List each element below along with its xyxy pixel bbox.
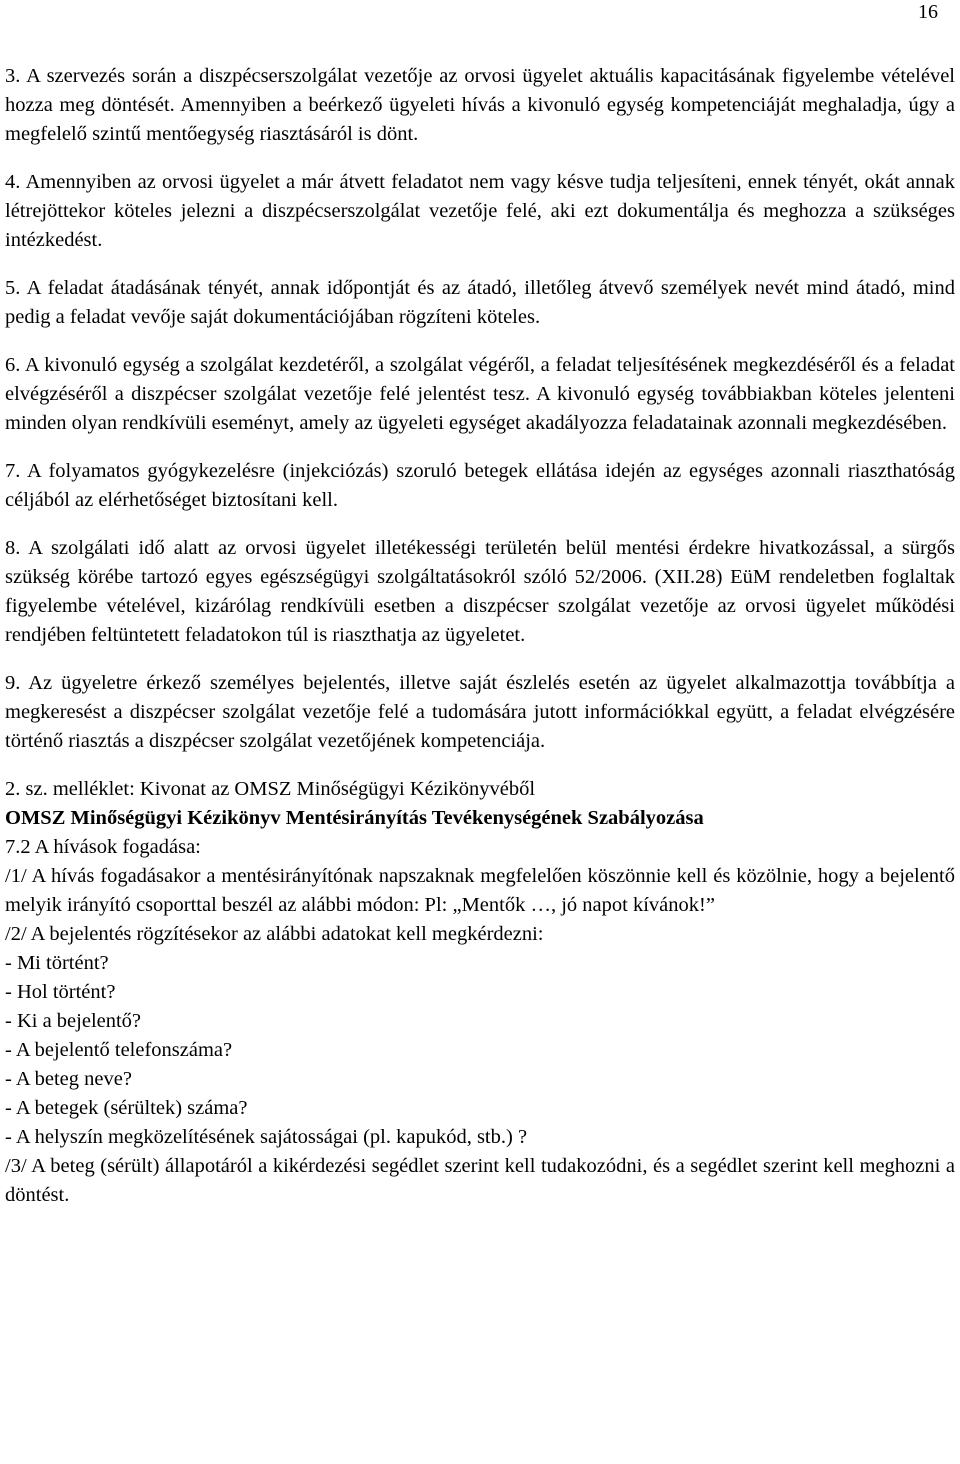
page-number: 16 [918, 1, 938, 23]
call-reception-section [5, 833, 955, 1210]
question-list [5, 949, 955, 1152]
document-body [5, 62, 955, 1210]
paragraph-4: 4. Amennyiben az orvosi ügyelet a már átvett feladatot nem vagy késve tudja teljesíteni, ennek tényét, okát annak létrejöttekor köteles jelezni a diszpécserszolgálat vezetője felé, aki ezt dokumentálja és meghozza a szükséges intézkedést. [5, 171, 955, 251]
section-item-3: /3/ A beteg (sérült) állapotáról a kikérdezési segédlet szerint kell tudakozódni, és a segédlet szerint kell meghozni a döntést. [5, 1155, 955, 1206]
section-item-1: /1/ A hívás fogadásakor a mentésirányítónak napszaknak megfelelően köszönnie kell és közölnie, hogy a bejelentő melyik irányító csoporttal beszél az alábbi módon: Pl: „Mentők …, jó napot kívánok!” [5, 865, 955, 916]
question-item: - A helyszín megközelítésének sajátosságai (pl. kapukód, stb.) ? [5, 1126, 528, 1148]
paragraph-9: 9. Az ügyeletre érkező személyes bejelentés, illetve saját észlelés esetén az ügyelet alkalmazottja továbbítja a megkeresést a diszpécser szolgálat vezetője felé a tudomására jutott információkkal együtt, a feladat elvégzésére történő riasztás a diszpécser szolgálat vezetőjének kompetenciája. [5, 672, 955, 752]
section-title: 7.2 A hívások fogadása: [5, 836, 201, 858]
manual-heading: OMSZ Minőségügyi Kézikönyv Mentésirányítás Tevékenységének Szabályozása [5, 807, 704, 829]
paragraph-7: 7. A folyamatos gyógykezelésre (injekciózás) szoruló betegek ellátása idején az egységes azonnali riaszthatóság céljából az elérhetőséget biztosítani kell. [5, 460, 955, 511]
paragraph-3: 3. A szervezés során a diszpécserszolgálat vezetője az orvosi ügyelet aktuális kapacitásának figyelembe vételével hozza meg döntését. Amennyiben a beérkező ügyeleti hívás a kivonuló egység kompetenciáját meghaladja, úgy a megfelelő szintű mentőegység riasztásáról is dönt. [5, 65, 955, 145]
paragraph-8: 8. A szolgálati idő alatt az orvosi ügyelet illetékességi területén belül mentési érdekre hivatkozással, a sürgős szükség körébe tartozó egyes egészségügyi szolgáltatásokról szóló 52/2006. (XII.28) EüM rendeletben foglaltak figyelembe vételével, kizárólag rendkívüli esetben a diszpécser szolgálat vezetője az orvosi ügyelet működési rendjében feltüntetett feladatokon túl is riaszthatja az ügyeletet. [5, 537, 955, 646]
question-item: - Ki a bejelentő? [5, 1010, 142, 1032]
paragraph-5: 5. A feladat átadásának tényét, annak időpontját és az átadó, illetőleg átvevő személyek nevét mind átadó, mind pedig a feladat vevője saját dokumentációjában rögzíteni köteles. [5, 277, 955, 328]
paragraph-6: 6. A kivonuló egység a szolgálat kezdetéről, a szolgálat végéről, a feladat teljesítésének megkezdéséről és a feladat elvégzéséről a diszpécser szolgálat vezetője felé jelentést tesz. A kivonuló egység továbbiakban köteles jelenteni minden olyan rendkívüli eseményt, amely az ügyeleti egységet akadályozza feladatainak azonnali megkezdésében. [5, 354, 955, 434]
question-item: - Hol történt? [5, 981, 116, 1003]
question-item: - A beteg neve? [5, 1068, 132, 1090]
question-item: - Mi történt? [5, 952, 109, 974]
section-item-2: /2/ A bejelentés rögzítésekor az alábbi adatokat kell megkérdezni: [5, 923, 544, 945]
annex-title: 2. sz. melléklet: Kivonat az OMSZ Minőségügyi Kézikönyvéből [5, 778, 536, 800]
question-item: - A betegek (sérültek) száma? [5, 1097, 248, 1119]
question-item: - A bejelentő telefonszáma? [5, 1039, 233, 1061]
